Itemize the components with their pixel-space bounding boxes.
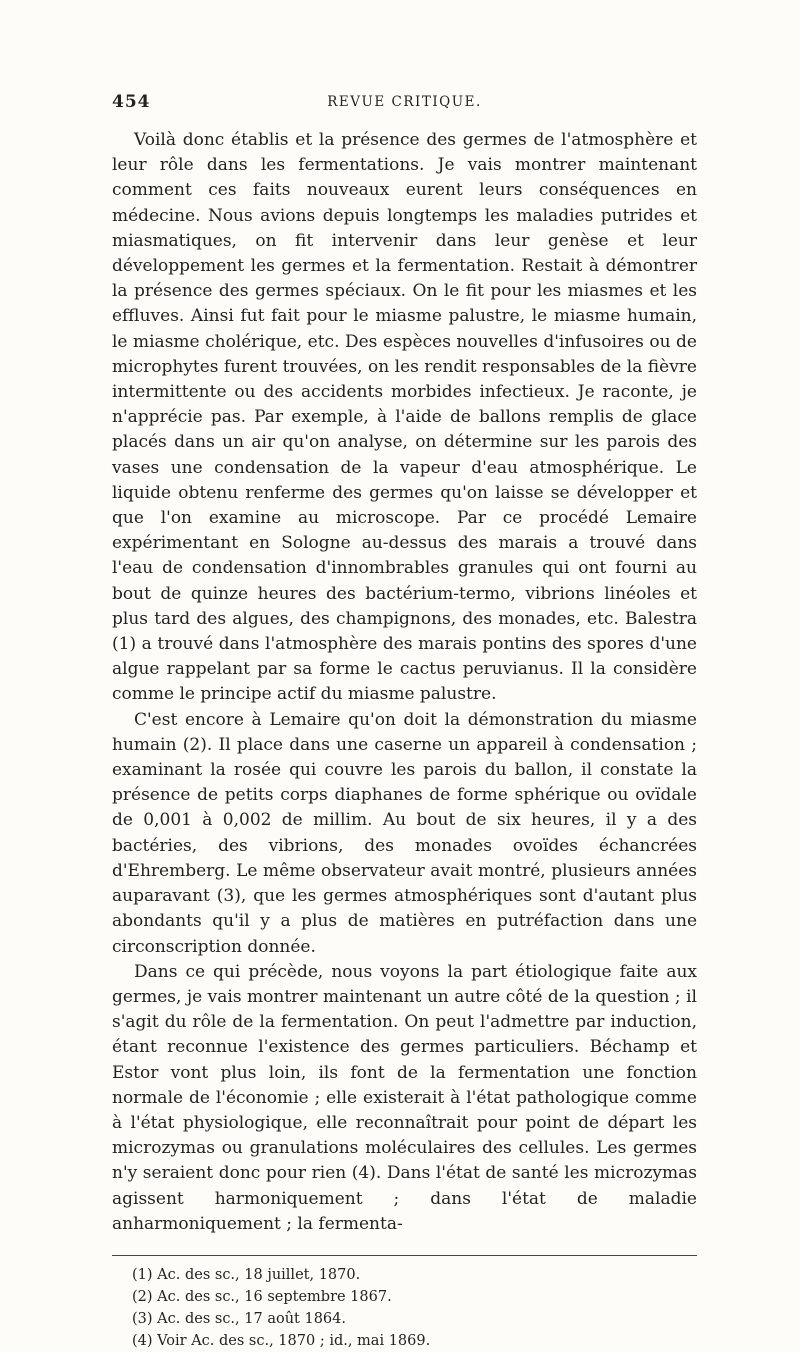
footnotes — [112, 1264, 697, 1352]
body-text — [112, 128, 697, 1237]
footnote: (2) Ac. des sc., 16 septembre 1867. — [132, 1288, 392, 1305]
paragraph: Voilà donc établis et la présence des germes de l'atmosphère et leur rôle dans les fermentations. Je vais montrer maintenant comment ces faits nouveaux eurent leurs conséquences en médecine. Nous avions depuis longtemps les maladies putrides et miasmatiques, on fit intervenir dans leur genèse et leur développement les germes et la fermentation. Restait à démontrer la présence des germes spéciaux. On le fit pour les miasmes et les effluves. Ainsi fut fait pour le miasme palustre, le miasme humain, le miasme cholérique, etc. Des espèces nouvelles d'infusoires ou de microphytes furent trouvées, on les rendit responsables de la fièvre intermittente ou des accidents morbides infectieux. Je raconte, je n'apprécie pas. Par exemple, à l'aide de ballons remplis de glace placés dans un air qu'on analyse, on détermine sur les parois des vases une condensation de la vapeur d'eau atmosphérique. Le liquide obtenu renferme des germes qu'on laisse se développer et que l'on examine au microscope. Par ce procédé Lemaire expérimentant en Sologne au-dessus des marais a trouvé dans l'eau de condensation d'innombrables granules qui ont fourni au bout de quinze heures des bactérium-termo, vibrions linéoles et plus tard des algues, des champignons, des monades, etc. Balestra (1) a trouvé dans l'atmosphère des marais pontins des spores d'une algue rappelant par sa forme le cactus peruvianus. Il la considère comme le principe actif du miasme palustre. — [112, 130, 697, 705]
running-title: REVUE CRITIQUE. — [327, 94, 482, 110]
paragraph: Dans ce qui précède, nous voyons la part étiologique faite aux germes, je vais montrer maintenant un autre côté de la question ; il s'agit du rôle de la fermentation. On peut l'admettre par induction, étant reconnue l'existence des germes particuliers. Béchamp et Estor vont plus loin, ils font de la fermentation une fonction normale de l'économie ; elle existerait à l'état pathologique comme à l'état physiologique, elle reconnaîtrait pour point de départ les microzymas ou granulations moléculaires des cellules. Les germes n'y seraient donc pour rien (4). Dans l'état de santé les microzymas agissent harmoniquement ; dans l'état de maladie anharmoniquement ; la fermenta- — [112, 961, 697, 1234]
paragraph: C'est encore à Lemaire qu'on doit la démonstration du miasme humain (2). Il place dans une caserne un appareil à condensation ; examinant la rosée qui couvre les parois du ballon, il constate la présence de petits corps diaphanes de forme sphérique ou ovïdale de 0,001 à 0,002 de millim. Au bout de six heures, il y a des bactéries, des vibrions, des monades ovoïdes échancrées d'Ehremberg. Le même observateur avait montré, plusieurs années auparavant (3), que les germes atmosphériques sont d'autant plus abondants qu'il y a plus de matières en putréfaction dans une circonscription donnée. — [112, 709, 697, 957]
page — [112, 88, 697, 1352]
page-header — [112, 88, 697, 118]
footnote: (4) Voir Ac. des sc., 1870 ; id., mai 1869. — [132, 1332, 431, 1349]
footnote: (3) Ac. des sc., 17 août 1864. — [132, 1310, 346, 1327]
footnote-divider — [112, 1255, 697, 1256]
page-number: 454 — [112, 92, 151, 112]
footnote: (1) Ac. des sc., 18 juillet, 1870. — [132, 1266, 361, 1283]
